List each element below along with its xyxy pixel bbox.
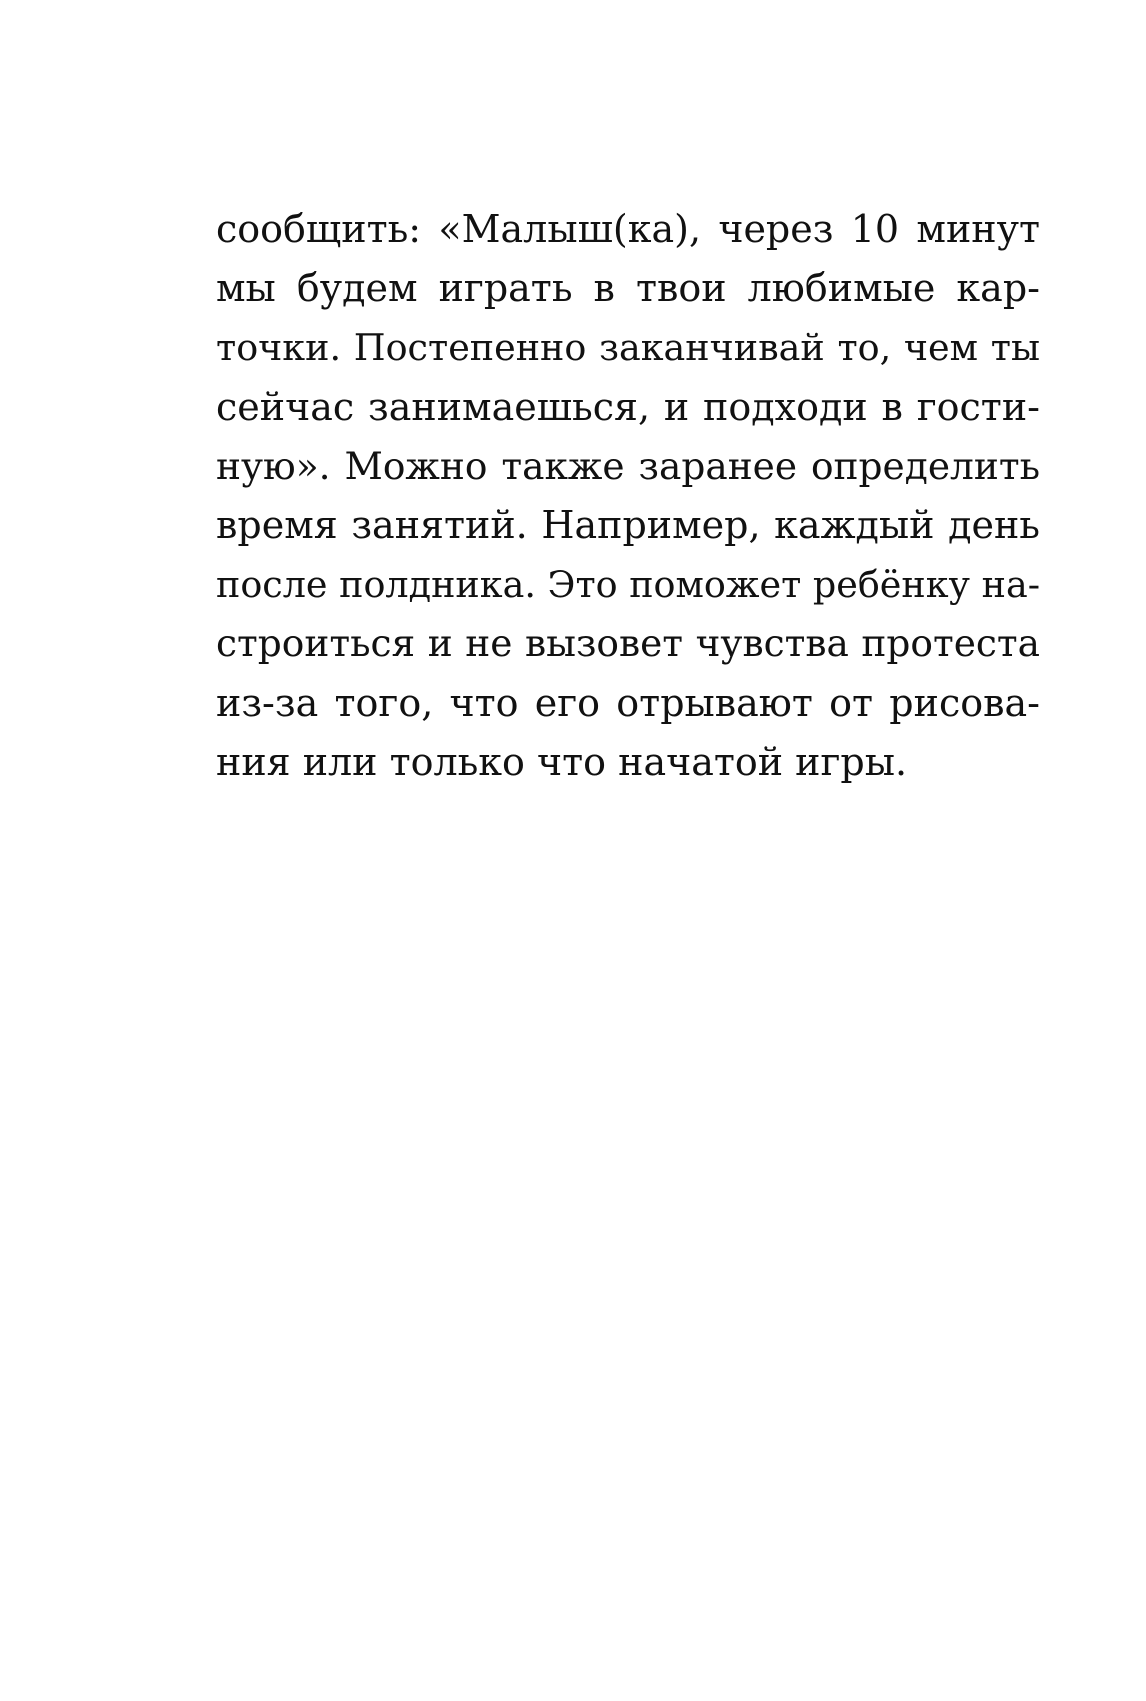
text-line: ную». Можно также заранее определить bbox=[216, 443, 1040, 488]
paragraph bbox=[216, 200, 1040, 792]
text-line: мы будем играть в твои любимые кар- bbox=[216, 266, 1040, 311]
text-line: точки. Постепенно заканчивай то, чем ты bbox=[216, 326, 1040, 370]
text-line: после полдника. Это поможет ребёнку на- bbox=[216, 563, 1040, 607]
text-line: строиться и не вызовет чувства протеста bbox=[216, 621, 1040, 666]
text-line: ния или только что начатой игры. bbox=[216, 739, 908, 784]
text-line: время занятий. Например, каждый день bbox=[216, 502, 1040, 547]
text-line: из-за того, что его отрывают от рисова- bbox=[216, 680, 1040, 725]
text-line: сейчас занимаешься, и подходи в гости- bbox=[216, 384, 1040, 429]
text-line: сообщить: «Малыш(ка), через 10 минут bbox=[216, 207, 1040, 251]
